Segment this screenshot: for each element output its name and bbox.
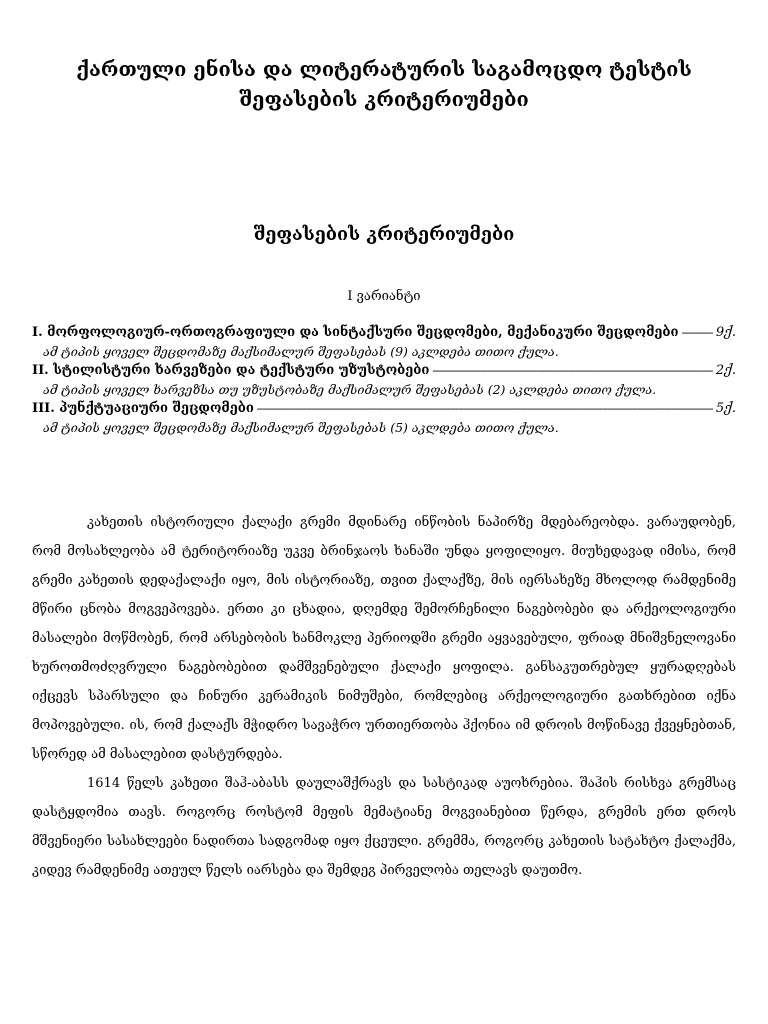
criterion-2-points: 2ქ. [715,363,736,378]
document-title-line-2: შეფასების კრიტერიუმები [239,87,529,111]
criterion-1 [32,323,736,361]
criterion-3-line [32,399,736,418]
document-title-line-1: ქართული ენისა და ლიტერატურის საგამოცდო ტესტის [76,57,692,81]
criterion-3 [32,399,736,437]
criterion-1-leader [681,323,712,342]
criteria-list [32,323,736,437]
criterion-3-description: ამ ტიპის ყოველ შეცდომაზე მაქსიმალურ შეფასებას (5) აკლდება თითო ქულა. [43,420,559,435]
criterion-1-description: ამ ტიპის ყოველ შეცდომაზე მაქსიმალურ შეფასებას (9) აკლდება თითო ქულა. [43,344,559,359]
criterion-2-leader [432,361,713,380]
paragraph-2: 1614 წელს კახეთი შაჰ-აბასს დაულაშქრავს და სასტიკად აუოხრებია. შაჰის რისხვა გრემსაც დასტყდომია თავს. როგორც როსტომ მეფის მემატიანე მოგვიანებით წერდა, გრემის ერთ დროს მშვენიერი სასახლეები ნადირთა სადგომად იყო ქცეული. გრემმა, როგორც კახეთის სატახტო ქალაქმა, კიდევ რამდენიმე ათეულ წელს იარსება და შემდეგ პირველობა თელავს დაუთმო. [32,776,736,878]
body-text [32,508,736,885]
document-title [40,54,728,114]
section-title: შეფასების კრიტერიუმები [253,224,515,245]
criterion-2-line [32,361,736,380]
criterion-2-description: ამ ტიპის ყოველ ხარვეზსა თუ უზუსტობაზე მაქსიმალურ შეფასებას (2) აკლდება თითო ქულა. [43,382,657,397]
criterion-3-leader [257,399,713,418]
criterion-2-heading: II. სტილისტური ხარვეზები და ტექსტური უზუსტობები [32,363,430,378]
criterion-3-points: 5ქ. [715,401,736,416]
criterion-1-heading: I. მორფოლოგიურ-ორთოგრაფიული და სინტაქსური შეცდომები, მექანიკური შეცდომები [32,325,679,340]
criterion-1-line [32,323,736,342]
criterion-1-points: 9ქ. [715,325,736,340]
criterion-2 [32,361,736,399]
paragraph-1: კახეთის ისტორიული ქალაქი გრემი მდინარე ინწობის ნაპირზე მდებარეობდა. ვარაუდობენ, რომ მოსახლეობა ამ ტერიტორიაზე უკვე ბრინჯაოს ხანაში უნდა ყოფილიყო. მიუხედავად იმისა, რომ გრემი კახეთის დედაქალაქი იყო, მის ისტორიაზე, თვით ქალაქზე, მის იერსახეზე მხოლოდ რამდენიმე მწირი ცნობა მოგვეპოვება. ერთი კი ცხადია, დღემდე შემორჩენილი ნაგებობები და არქეოლოგიური მასალები მოწმობენ, რომ არსებობის ხანმოკლე პერიოდში გრემი აყვავებული, ფრიად მნიშვნელოვანი ხუროთმოძღვრული ნაგებობებით დამშვენებული ქალაქი ყოფილა. განსაკუთრებულ ყურადღებას იქცევს სპარსული და ჩინური კერამიკის ნიმუშები, რომლებიც არქეოლოგიური გათხრებით იქნა მოპოვებული. ის, რომ ქალაქს მჭიდრო სავაჭრო ურთიერთობა ჰქონია იმ დროის მოწინავე ქვეყნებთან, სწორედ ამ მასალებით დასტურდება. [32,515,736,762]
variant-label: I ვარიანტი [347,289,421,304]
criterion-3-heading: III. პუნქტუაციური შეცდომები [32,401,254,416]
